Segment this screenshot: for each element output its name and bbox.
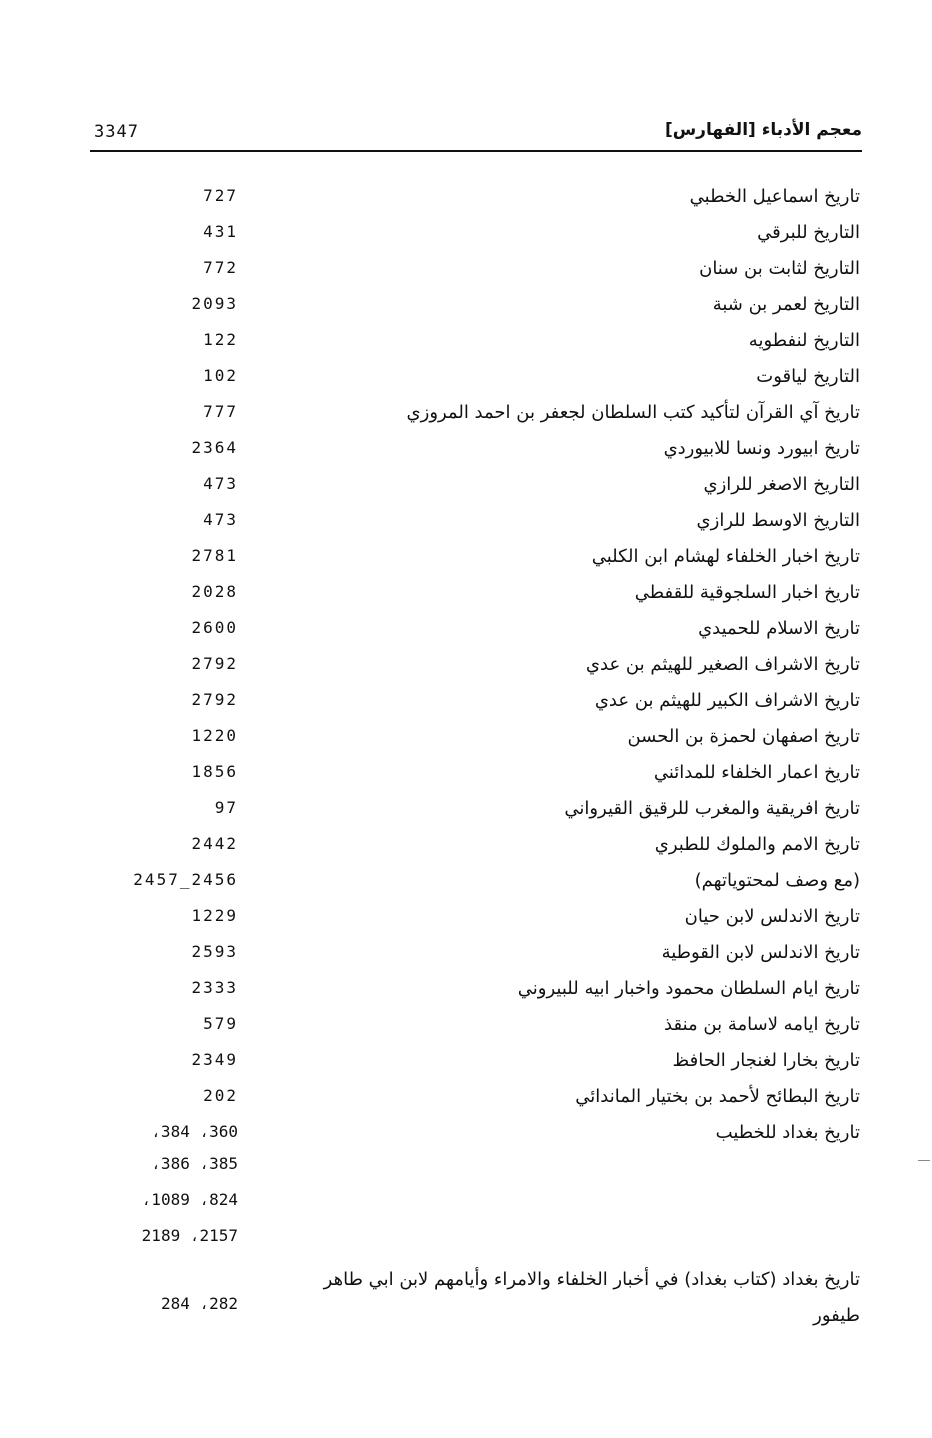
entry-title: (مع وصف لمحتوياتهم) (694, 870, 860, 891)
entry-pages: 2028 (191, 582, 238, 601)
index-entry (0, 1080, 932, 1116)
entry-title: تاريخ الاندلس لابن حيان (684, 906, 860, 927)
entry-title: تاريخ الاسلام للحميدي (698, 618, 860, 639)
continuation-pages-2: ،1089 ،824 (141, 1190, 238, 1209)
entry-title: تاريخ بخارا لغنجار الحافظ (672, 1050, 860, 1071)
entry-pages: 431 (203, 222, 238, 241)
entry-title: تاريخ آي القرآن لتأكيد كتب السلطان لجعفر بن احمد المروزي (406, 402, 860, 423)
entry-pages: 1220 (191, 726, 238, 745)
index-entry (0, 864, 932, 900)
entry-title: تاريخ اخبار الخلفاء لهشام ابن الكلبي (591, 546, 860, 567)
index-entry (0, 504, 932, 540)
entry-pages: 1856 (191, 762, 238, 781)
entry-pages: ،384 ،360 (151, 1122, 238, 1141)
entry-title: تاريخ اصفهان لحمزة بن الحسن (627, 726, 860, 747)
index-entry (0, 180, 932, 216)
entry-pages: 473 (203, 510, 238, 529)
index-entry (0, 720, 932, 756)
entry-title: تاريخ افريقية والمغرب للرقيق القيرواني (564, 798, 860, 819)
entry-pages: 2593 (191, 942, 238, 961)
index-entry (0, 324, 932, 360)
entry-pages: 2364 (191, 438, 238, 457)
entry-pages: 122 (203, 330, 238, 349)
entry-title: تاريخ اسماعيل الخطبي (689, 186, 860, 207)
index-entry (0, 792, 932, 828)
entry-pages: 2781 (191, 546, 238, 565)
index-entry (0, 684, 932, 720)
entry-pages: 473 (203, 474, 238, 493)
entry-title: تاريخ الامم والملوك للطبري (654, 834, 860, 855)
entry-pages: 772 (203, 258, 238, 277)
entry-title: التاريخ لثابت بن سنان (699, 258, 860, 279)
entry-pages: 2093 (191, 294, 238, 313)
index-entry (0, 1008, 932, 1044)
entry-pages: 2333 (191, 978, 238, 997)
continuation-pages-3: 2189 ،2157 (141, 1226, 238, 1245)
entry-pages: 2457_2456 (133, 870, 238, 889)
entry-title: تاريخ البطائح لأحمد بن بختيار الماندائي (575, 1086, 860, 1107)
page-number: 3347 (94, 122, 139, 142)
entry-pages: 2792 (191, 654, 238, 673)
last-entry-title: تاريخ بغداد (كتاب بغداد) في أخبار الخلفاء والامراء وأيامهم لابن ابي طاهر طيفور (323, 1269, 860, 1326)
index-entry (0, 540, 932, 576)
entry-title: التاريخ لنفطويه (748, 330, 860, 351)
entry-title: تاريخ ايامه لاسامة بن منقذ (664, 1014, 860, 1035)
entry-pages: 727 (203, 186, 238, 205)
entry-title: تاريخ اعمار الخلفاء للمدائني (653, 762, 860, 783)
index-entry (0, 900, 932, 936)
entry-pages: 2349 (191, 1050, 238, 1069)
entry-pages: 1229 (191, 906, 238, 925)
entry-title: التاريخ الاوسط للرازي (696, 510, 860, 531)
index-entry (0, 828, 932, 864)
entry-pages: 202 (203, 1086, 238, 1105)
entry-title: التاريخ الاصغر للرازي (703, 474, 860, 495)
index-entry (0, 432, 932, 468)
entry-title: التاريخ للبرقي (757, 222, 860, 243)
entry-pages: 2792 (191, 690, 238, 709)
book-title: معجم الأدباء [الفهارس] (664, 120, 862, 140)
index-entry (0, 576, 932, 612)
index-entry (0, 936, 932, 972)
index-entry (0, 216, 932, 252)
entry-title: تاريخ الاندلس لابن القوطية (661, 942, 860, 963)
entry-pages: 2442 (191, 834, 238, 853)
index-entry (0, 396, 932, 432)
index-entry (0, 612, 932, 648)
index-entry (0, 972, 932, 1008)
entry-pages: 2600 (191, 618, 238, 637)
entry-title: تاريخ ايام السلطان محمود واخبار ابيه للبيروني (517, 978, 860, 999)
index-entry (0, 648, 932, 684)
continuation-pages-1: ،386 ،385 (151, 1154, 238, 1173)
entry-title: تاريخ الاشراف الصغير للهيثم بن عدي (585, 654, 860, 675)
entry-pages: 579 (203, 1014, 238, 1033)
index-entry (0, 360, 932, 396)
entry-title: التاريخ لعمر بن شبة (712, 294, 860, 315)
entry-title: التاريخ لياقوت (756, 366, 860, 387)
entry-title: تاريخ اخبار السلجوقية للقفطي (634, 582, 860, 603)
index-entry (0, 468, 932, 504)
entry-pages: 97 (214, 798, 238, 817)
index-entry (0, 1116, 932, 1152)
page-header (90, 118, 862, 152)
margin-mark (918, 1160, 930, 1161)
entry-title: تاريخ ابيورد ونسا للابيوردي (663, 438, 860, 459)
last-entry-pages: 284 ،282 (160, 1294, 238, 1313)
entry-title: تاريخ الاشراف الكبير للهيثم بن عدي (594, 690, 860, 711)
index-entry (0, 756, 932, 792)
index-entry (0, 1044, 932, 1080)
index-entry (0, 288, 932, 324)
entry-pages: 777 (203, 402, 238, 421)
entry-title: تاريخ بغداد للخطيب (715, 1122, 860, 1143)
entry-pages: 102 (203, 366, 238, 385)
index-entry (0, 252, 932, 288)
